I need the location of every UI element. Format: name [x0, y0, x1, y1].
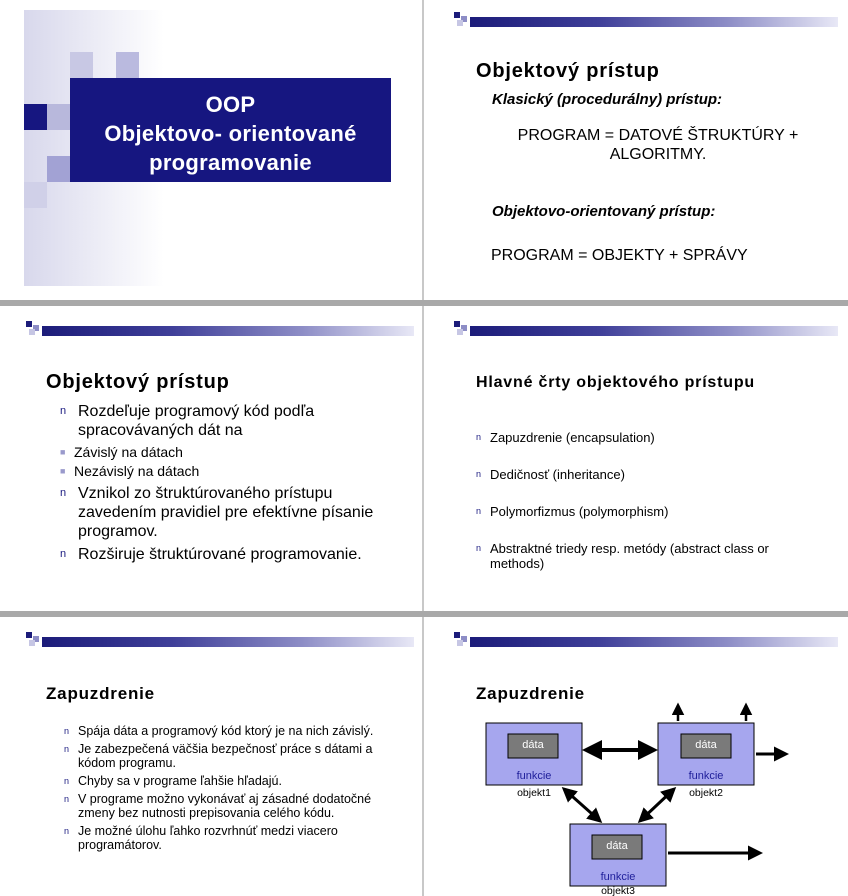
slide-heading: Hlavné črty objektového prístupu: [476, 374, 755, 391]
list-item: n Abstraktné triedy resp. metódy (abstract class or methods): [476, 541, 769, 571]
bullet-marker: n: [64, 726, 70, 736]
decor-square: [47, 156, 70, 182]
list-item: n Rozdeľuje programový kód podľa spracovávaných dát na: [60, 403, 315, 439]
slide-objektovy-pristup-1: [424, 0, 848, 300]
list-item: n Chyby sa v programe ľahšie hľadajú.: [64, 774, 282, 788]
title-line: OOP: [205, 92, 256, 117]
bullet-list: [62, 724, 382, 852]
bullet-marker: n: [476, 506, 482, 516]
slide-heading: Objektový prístup: [46, 371, 230, 393]
bullet-marker: n: [64, 744, 70, 754]
list-item: n V programe možno vykonávať aj zásadné dodatočné zmeny bez nutnosti prepisovania celého kódu.: [64, 792, 372, 820]
logo-icon: [454, 12, 470, 26]
list-item: n Vznikol zo štruktúrovaného prístupu zavedením pravidiel pre efektívne písanie programov.: [60, 485, 374, 540]
slide-zapuzdrenie-diagram: [424, 617, 848, 896]
object-name: objekt3: [601, 885, 635, 896]
slide-zapuzdrenie-text: [0, 617, 422, 896]
object-name: objekt1: [517, 787, 551, 799]
slide-heading: Zapuzdrenie: [476, 684, 585, 703]
slide-heading: Objektový prístup: [476, 60, 660, 82]
logo-icon: [26, 321, 42, 335]
list-item: n Rozširuje štruktúrované programovanie.: [60, 546, 362, 563]
data-label: dáta: [522, 739, 544, 751]
bullet-marker: n: [60, 487, 67, 499]
sub-bullet-marker: ■: [60, 466, 66, 476]
subtitle: Objektovo-orientovaný prístup:: [492, 203, 716, 220]
list-item: n Polymorfizmus (polymorphism): [476, 504, 669, 519]
data-label: dáta: [695, 739, 717, 751]
function-label: funkcie: [688, 770, 724, 782]
feature-list: [474, 430, 814, 571]
bullet-marker: n: [60, 548, 67, 560]
bullet-marker: n: [476, 543, 482, 553]
formula-line: ALGORITMY.: [609, 146, 707, 163]
slide-heading: Zapuzdrenie: [46, 684, 155, 703]
object-diagram: [424, 617, 848, 896]
subtitle: Klasický (procedurálny) prístup:: [492, 91, 723, 108]
object-name: objekt2: [689, 787, 723, 799]
bullet-list: [56, 402, 406, 564]
decor-square: [24, 104, 47, 130]
title-line: Objektovo- orientované: [104, 121, 357, 146]
list-item: n Dedičnosť (inheritance): [476, 467, 625, 482]
title-line: programovanie: [149, 150, 312, 175]
decor-square: [70, 52, 93, 78]
list-item: n Zapuzdrenie (encapsulation): [476, 430, 655, 445]
formula: PROGRAM = OBJEKTY + SPRÁVY: [491, 247, 748, 264]
title-box: [70, 78, 391, 182]
header-bar: [470, 326, 838, 336]
formula-line: PROGRAM = DATOVÉ ŠTRUKTÚRY +: [517, 127, 799, 144]
bullet-marker: n: [64, 794, 70, 804]
sub-list-item: ■ Závislý na dátach: [60, 444, 183, 460]
slide-hlavne-crty: [424, 306, 848, 611]
logo-icon: [454, 321, 470, 335]
function-label: funkcie: [516, 770, 552, 782]
sub-list-item: ■ Nezávislý na dátach: [60, 463, 200, 479]
header-bar: [470, 17, 838, 27]
bullet-marker: n: [60, 405, 67, 417]
bullet-marker: n: [476, 432, 482, 442]
logo-icon: [26, 632, 42, 646]
bullet-marker: n: [476, 469, 482, 479]
bullet-marker: n: [64, 826, 70, 836]
decor-square: [24, 182, 47, 208]
slide-title: [0, 0, 422, 300]
decor-square: [47, 104, 70, 130]
sub-bullet-marker: ■: [60, 447, 66, 457]
list-item: n Je zabezpečená väčšia bezpečnosť práce s dátami a kódom programu.: [64, 742, 373, 770]
header-bar: [42, 326, 414, 336]
header-bar: [42, 637, 414, 647]
decor-square: [116, 52, 139, 78]
list-item: n Je možné úlohu ľahko rozvrhnúť medzi viacero programátorov.: [64, 824, 338, 852]
data-label: dáta: [606, 840, 628, 852]
formula: [498, 126, 818, 164]
function-label: funkcie: [600, 871, 636, 883]
bullet-marker: n: [64, 776, 70, 786]
list-item: n Spája dáta a programový kód ktorý je na nich závislý.: [64, 724, 374, 738]
slide-objektovy-pristup-2: [0, 306, 422, 611]
